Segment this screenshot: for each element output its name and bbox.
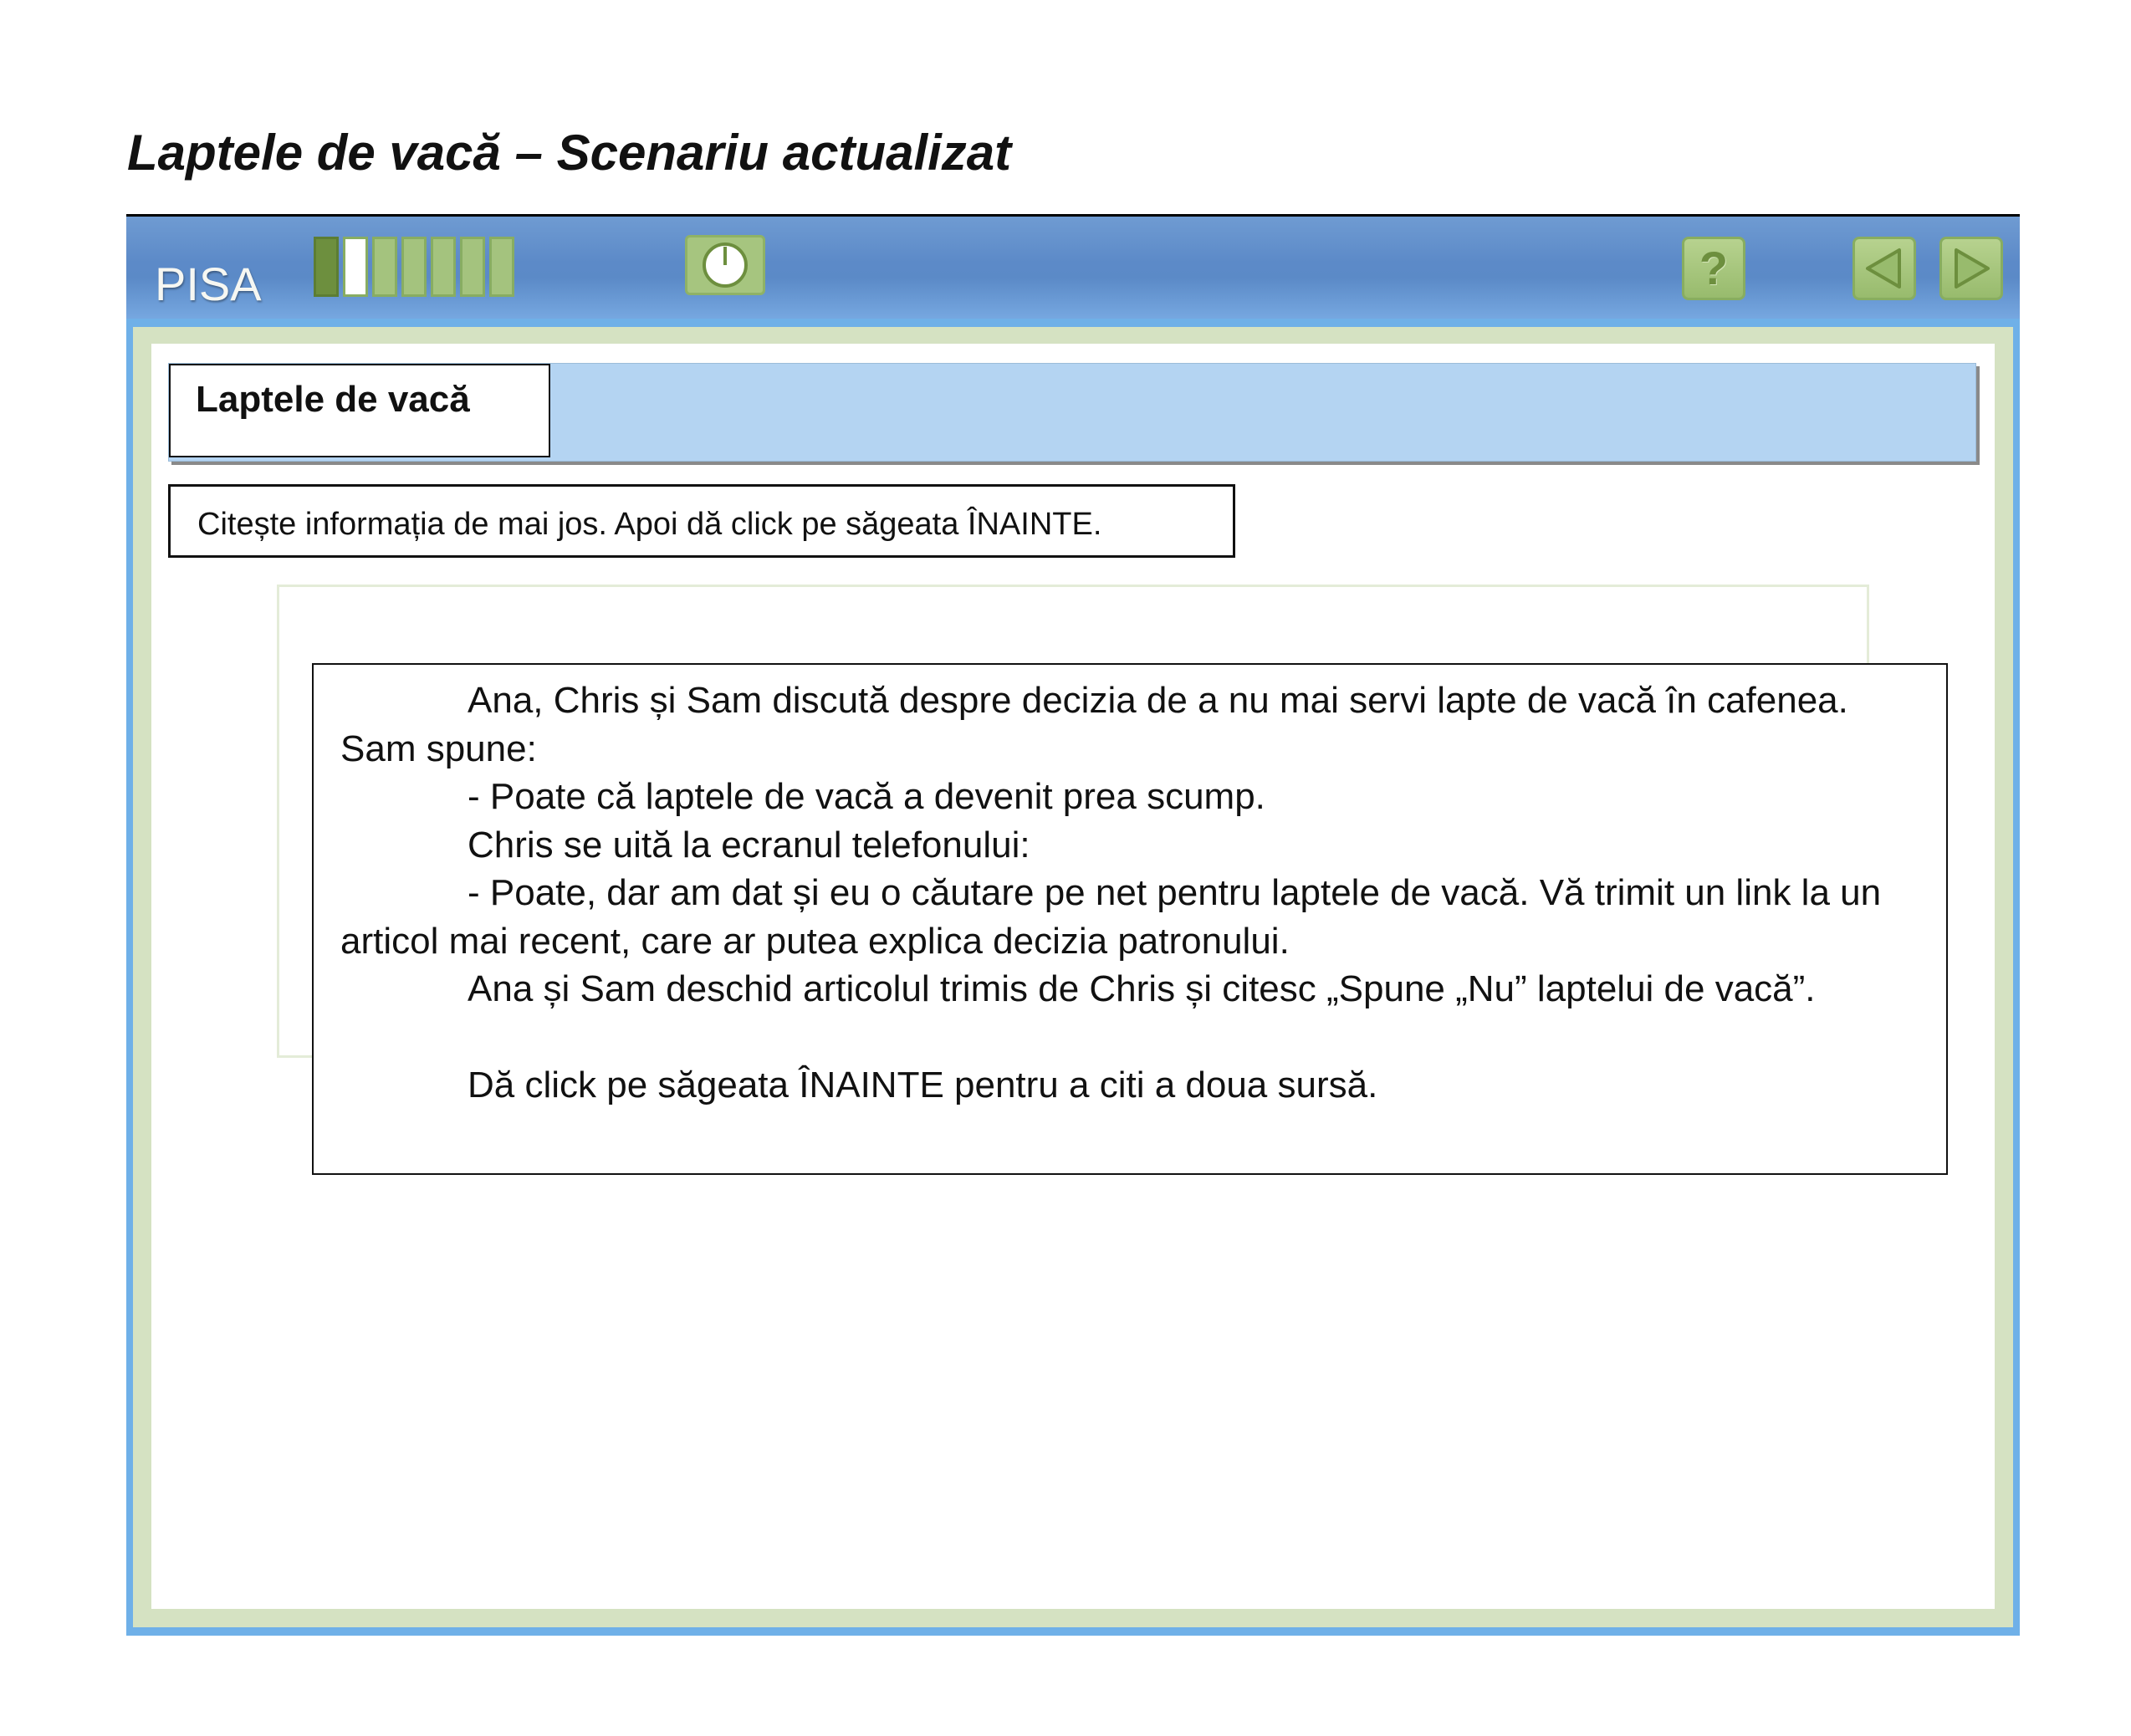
- triangle-right-icon: [1948, 245, 1995, 292]
- toolbar: [126, 217, 2020, 319]
- content-frame-inner: [133, 327, 2013, 1627]
- pisa-logo: PISA: [155, 258, 262, 310]
- unit-title: Laptele de vacă: [196, 379, 470, 420]
- progress-step: [460, 237, 485, 297]
- content-frame: [126, 319, 2020, 1636]
- progress-step-completed: [314, 237, 339, 297]
- progress-step-current: [343, 237, 368, 297]
- paragraph: Chris se uită la ecranul telefonului:: [468, 824, 1030, 865]
- progress-indicator: [314, 237, 514, 297]
- paragraph: Ana, Chris și Sam discută despre decizia de a nu mai servi lapte de vacă în cafenea. Sam spune:: [340, 680, 1848, 769]
- document-title: Laptele de vacă – Scenariu actualizat: [127, 125, 1012, 181]
- progress-step: [431, 237, 456, 297]
- next-button[interactable]: [1939, 237, 2003, 300]
- clock-icon: [700, 240, 750, 290]
- unit-title-tab: [169, 364, 550, 457]
- unit-header-bar: [168, 363, 1976, 462]
- paragraph: Dă click pe săgeata ÎNAINTE pentru a citi a doua sursă.: [468, 1064, 1378, 1105]
- paragraph: - Poate că laptele de vacă a devenit prea scump.: [468, 776, 1265, 817]
- pisa-test-window: [126, 214, 2020, 1633]
- scenario-text-box: [312, 663, 1948, 1175]
- spacer: [340, 1014, 1913, 1061]
- instruction-box: Citește informația de mai jos. Apoi dă click pe săgeata ÎNAINTE.: [168, 484, 1235, 558]
- timer-button[interactable]: [685, 235, 765, 295]
- previous-button[interactable]: [1852, 237, 1916, 300]
- progress-step: [401, 237, 427, 297]
- progress-step: [489, 237, 514, 297]
- question-mark-icon: ?: [1699, 242, 1729, 294]
- paragraph: Ana și Sam deschid articolul trimis de Chris și citesc „Spune „Nu” laptelui de vacă”.: [468, 968, 1816, 1009]
- paragraph: - Poate, dar am dat și eu o căutare pe net pentru laptele de vacă. Vă trimit un link la un articol mai recent, care ar putea explica decizia patronului.: [340, 872, 1882, 962]
- content-area: [151, 344, 1995, 1609]
- progress-step: [372, 237, 397, 297]
- help-button[interactable]: [1682, 237, 1745, 300]
- triangle-left-icon: [1861, 245, 1908, 292]
